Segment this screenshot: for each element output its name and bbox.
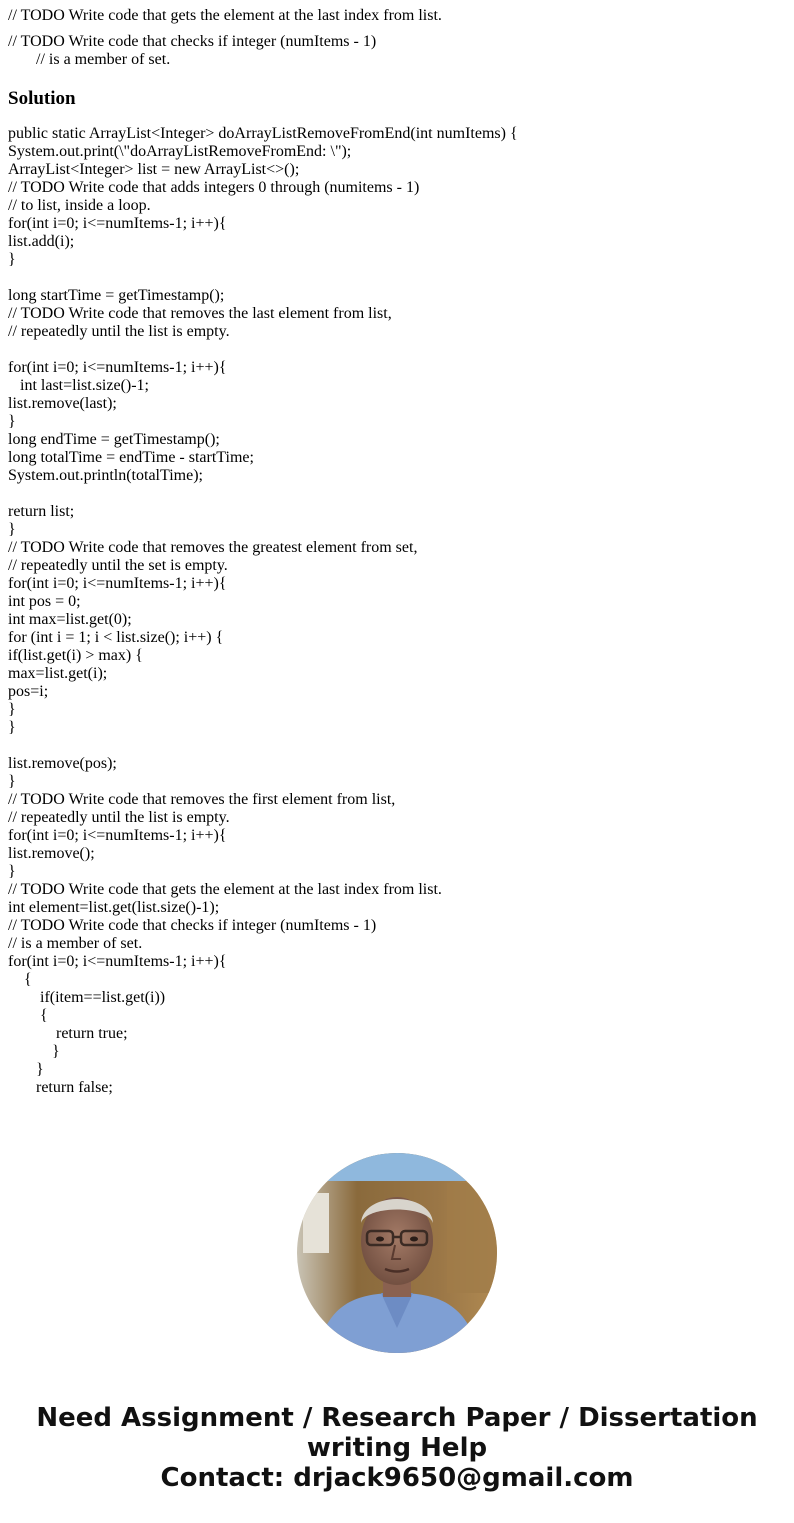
promo-line-need-assignment: Need Assignment / Research Paper / Dissertation [36, 1403, 758, 1433]
code-line: if(list.get(i) > max) { [8, 647, 143, 664]
code-line: max=list.get(i); [8, 665, 108, 682]
code-line: } [8, 773, 16, 790]
code-line: for(int i=0; i<=numItems-1; i++){ [8, 953, 227, 970]
code-line: for(int i=0; i<=numItems-1; i++){ [8, 575, 227, 592]
intro-comment-last-index: // TODO Write code that gets the element at the last index from list. [8, 7, 442, 24]
promo-line-writing-help: writing Help [306, 1433, 488, 1463]
code-line: } [8, 719, 16, 736]
document-page [8, 7, 788, 1097]
code-line: for (int i = 1; i < list.size(); i++) { [8, 629, 224, 646]
author-portrait-image [297, 1153, 497, 1353]
code-line [8, 485, 788, 503]
code-line: // TODO Write code that checks if integer (numItems - 1) [8, 917, 377, 934]
code-line: list.remove(); [8, 845, 95, 862]
code-line: list.add(i); [8, 233, 75, 250]
code-line: } [8, 1043, 60, 1060]
code-line: } [8, 701, 16, 718]
code-line: } [8, 251, 16, 268]
code-line: } [8, 863, 16, 880]
code-line: // to list, inside a loop. [8, 197, 151, 214]
code-line: int max=list.get(0); [8, 611, 132, 628]
code-line: return list; [8, 503, 75, 520]
code-line: int element=list.get(list.size()-1); [8, 899, 220, 916]
author-avatar [297, 1153, 497, 1353]
code-line: // TODO Write code that removes the last element from list, [8, 305, 392, 322]
promo-contact-email[interactable]: Contact: drjack9650@gmail.com [160, 1463, 634, 1493]
code-line: { [8, 1007, 48, 1024]
code-line [8, 269, 788, 287]
solution-code-block [8, 125, 788, 1097]
code-line: } [8, 521, 16, 538]
intro-comment-member-of-set: // is a member of set. [8, 51, 171, 68]
code-line: long endTime = getTimestamp(); [8, 431, 220, 448]
code-line: long startTime = getTimestamp(); [8, 287, 225, 304]
code-line: // TODO Write code that gets the element at the last index from list. [8, 881, 442, 898]
code-line: int last=list.size()-1; [8, 377, 149, 394]
code-line: for(int i=0; i<=numItems-1; i++){ [8, 359, 227, 376]
code-line: // TODO Write code that removes the first element from list, [8, 791, 396, 808]
code-line: } [8, 1061, 44, 1078]
code-line: { [8, 971, 32, 988]
code-line: pos=i; [8, 683, 49, 700]
code-line: // repeatedly until the list is empty. [8, 809, 230, 826]
code-line [8, 341, 788, 359]
code-line: return true; [8, 1025, 128, 1042]
code-line: public static ArrayList<Integer> doArrayListRemoveFromEnd(int numItems) { [8, 125, 518, 142]
code-line: list.remove(pos); [8, 755, 117, 772]
code-line: // is a member of set. [8, 935, 143, 952]
code-line: System.out.println(totalTime); [8, 467, 203, 484]
intro-comment-check-member: // TODO Write code that checks if integer (numItems - 1) [8, 33, 377, 50]
code-line: // TODO Write code that adds integers 0 through (numitems - 1) [8, 179, 420, 196]
code-line: System.out.print(\"doArrayListRemoveFromEnd: \"); [8, 143, 352, 160]
code-line: // repeatedly until the set is empty. [8, 557, 228, 574]
code-line: if(item==list.get(i)) [8, 989, 166, 1006]
code-line: for(int i=0; i<=numItems-1; i++){ [8, 215, 227, 232]
code-line: // TODO Write code that removes the greatest element from set, [8, 539, 418, 556]
code-line: } [8, 413, 16, 430]
code-line: // repeatedly until the list is empty. [8, 323, 230, 340]
code-line: int pos = 0; [8, 593, 81, 610]
code-line: for(int i=0; i<=numItems-1; i++){ [8, 827, 227, 844]
solution-heading: Solution [8, 88, 76, 109]
code-line [8, 737, 788, 755]
code-line: long totalTime = endTime - startTime; [8, 449, 254, 466]
assignment-help-banner [0, 1403, 794, 1493]
code-line: ArrayList<Integer> list = new ArrayList<>(); [8, 161, 300, 178]
code-line: list.remove(last); [8, 395, 117, 412]
code-line: return false; [8, 1079, 113, 1096]
